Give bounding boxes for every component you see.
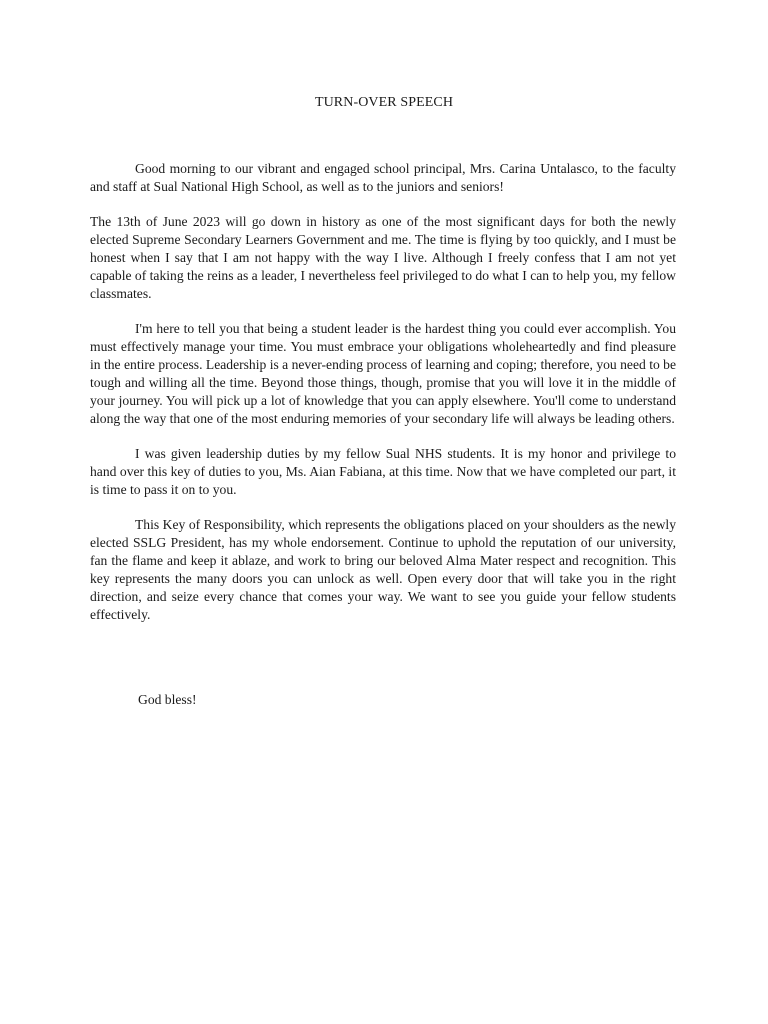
speech-body [90,160,676,641]
paragraph-greeting: Good morning to our vibrant and engaged school principal, Mrs. Carina Untalasco, to the faculty and staff at Sual National High School, as well as to the juniors and seniors! [90,161,676,194]
paragraph-handover: I was given leadership duties by my fellow Sual NHS students. It is my honor and privilege to hand over this key of duties to you, Ms. Aian Fabiana, at this time. Now that we have completed our part, it is time to pass it on to you. [90,446,676,497]
closing-line: God bless! [138,692,197,707]
paragraph-leadership: I'm here to tell you that being a student leader is the hardest thing you could ever accomplish. You must effectively manage your time. You must embrace your obligations wholeheartedly and find pleasure in the entire process. Leadership is a never-ending process of learning and coping; therefore, you need to be tough and willing all the time. Beyond those things, though, promise that you will love it in the middle of your journey. You will pick up a lot of knowledge that you can apply elsewhere. You'll come to understand along the way that one of the most enduring memories of your secondary life will always be leading others. [90,321,676,426]
paragraph-significance: The 13th of June 2023 will go down in history as one of the most significant days for both the newly elected Supreme Secondary Learners Government and me. The time is flying by too quickly, and I must be honest when I say that I am not happy with the way I live. Although I freely confess that I am not yet capable of taking the reins as a leader, I nevertheless feel privileged to do what I can to help you, my fellow classmates. [90,214,676,301]
document-title: TURN-OVER SPEECH [314,95,454,110]
paragraph-key-of-responsibility: This Key of Responsibility, which represents the obligations placed on your shoulders as the newly elected SSLG President, has my whole endorsement. Continue to uphold the reputation of our university, fan the flame and keep it ablaze, and work to bring our beloved Alma Mater respect and recognition. This key represents the many doors you can unlock as well. Open every door that will take you in the right direction, and seize every chance that comes your way. We want to see you guide your fellow students effectively. [90,517,676,622]
